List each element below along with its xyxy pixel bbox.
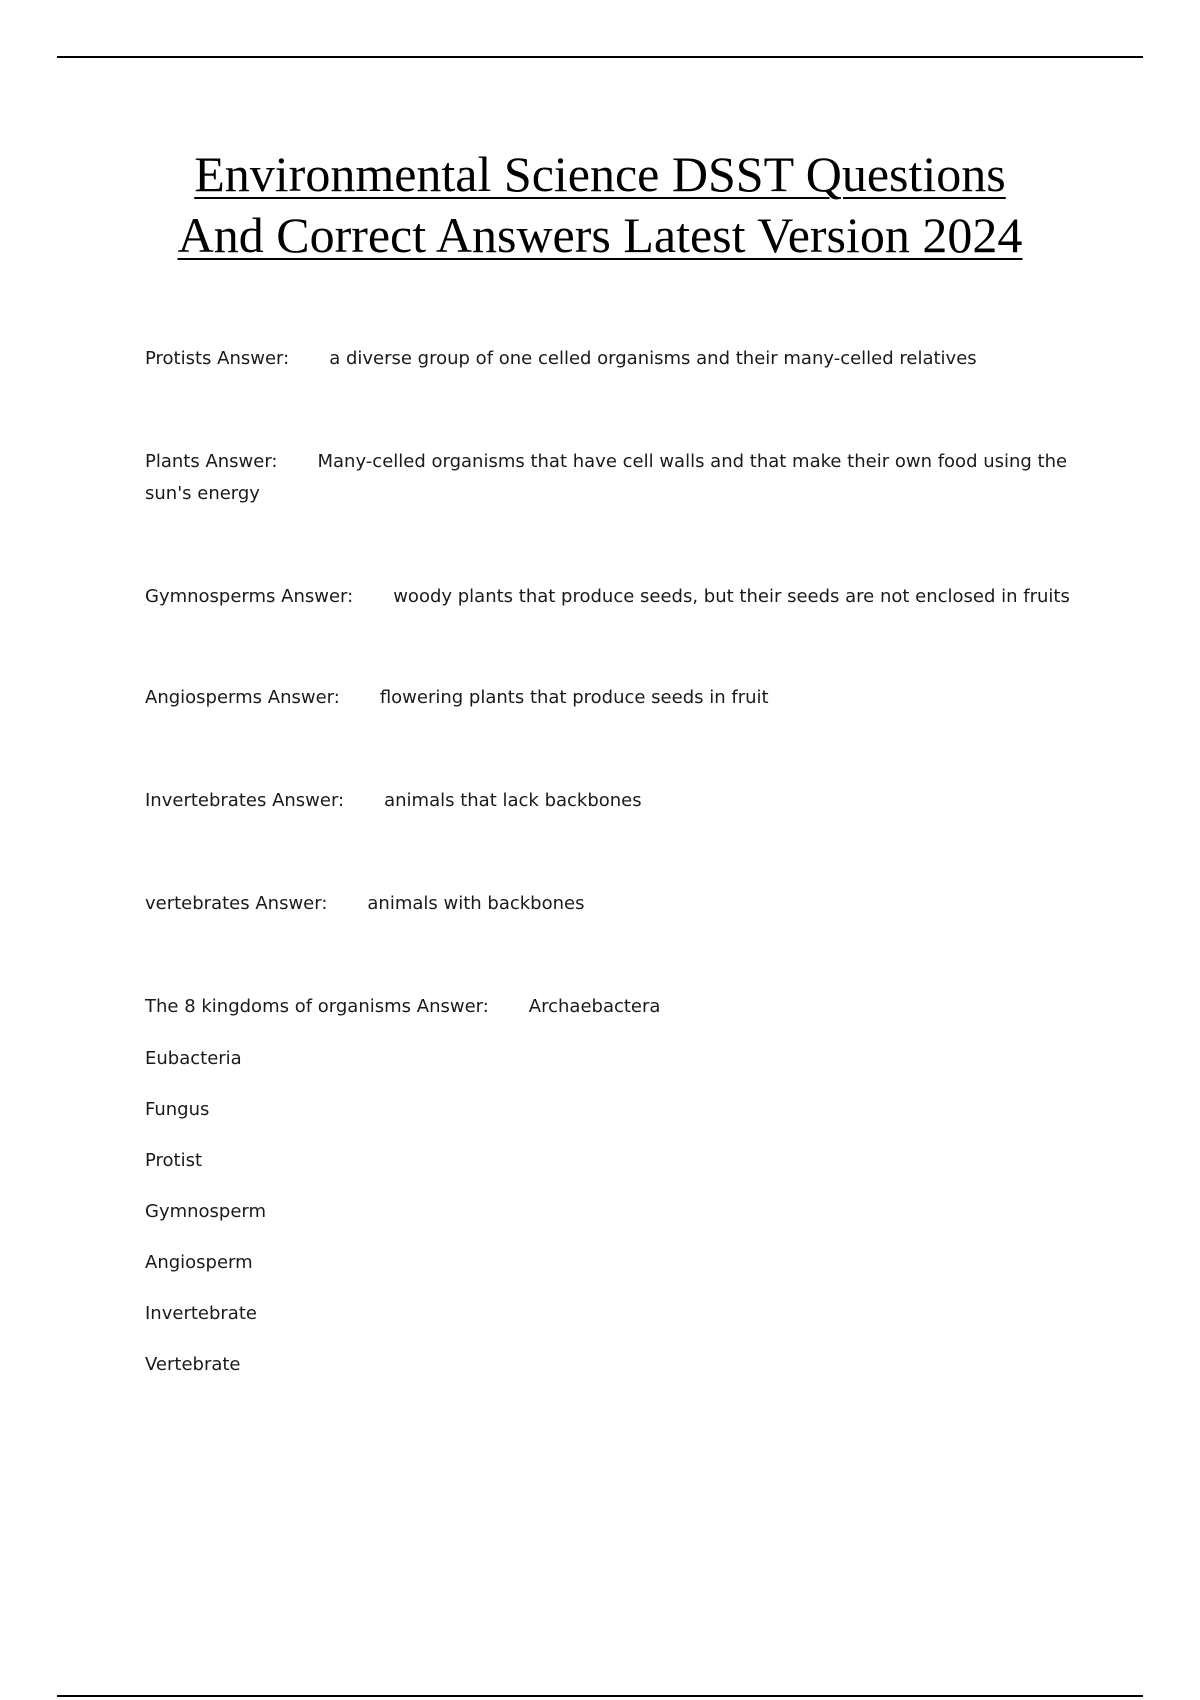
kingdom-list-item: Protist [145, 1150, 203, 1171]
entry-term: Invertebrates Answer: [145, 790, 345, 811]
header-rule [57, 56, 1143, 58]
entry-answer: flowering plants that produce seeds in fruit [379, 687, 769, 708]
entry-answer: a diverse group of one celled organisms and their many-celled relatives [329, 348, 977, 369]
qa-entry-vertebrates [145, 888, 1080, 920]
kingdom-list-item: Gymnosperm [145, 1201, 267, 1222]
kingdom-list [145, 1043, 266, 1400]
kingdom-list-item: Vertebrate [145, 1354, 241, 1375]
qa-entry-invertebrates [145, 785, 1080, 817]
qa-entry-plants [145, 446, 1080, 510]
kingdom-list-item: Fungus [145, 1099, 210, 1120]
entry-term: Angiosperms Answer: [145, 687, 340, 708]
title-line-2: And Correct Answers Latest Version 2024 [177, 207, 1023, 263]
qa-entry-gymnosperms [145, 581, 1080, 613]
kingdom-list-item: Eubacteria [145, 1048, 242, 1069]
kingdom-list-item: Invertebrate [145, 1303, 257, 1324]
entry-term: Gymnosperms Answer: [145, 586, 354, 607]
entry-term: vertebrates Answer: [145, 893, 328, 914]
entry-answer: Archaebactera [528, 996, 661, 1017]
footer-rule [57, 1695, 1143, 1697]
entry-answer: Many-celled organisms that have cell walls and that make their own food using the sun's energy [145, 451, 1068, 504]
title-line-1: Environmental Science DSST Questions [194, 146, 1006, 202]
entry-term: Plants Answer: [145, 451, 278, 472]
entry-answer: woody plants that produce seeds, but their seeds are not enclosed in fruits [393, 586, 1070, 607]
qa-entry-protists [145, 343, 1080, 375]
qa-entry-kingdoms [145, 991, 1080, 1023]
entry-answer: animals that lack backbones [384, 790, 642, 811]
entry-term: The 8 kingdoms of organisms Answer: [145, 996, 489, 1017]
entry-answer: animals with backbones [367, 893, 585, 914]
entry-term: Protists Answer: [145, 348, 290, 369]
kingdom-list-item: Angiosperm [145, 1252, 253, 1273]
document-title [100, 144, 1100, 266]
qa-entry-angiosperms [145, 682, 1080, 714]
